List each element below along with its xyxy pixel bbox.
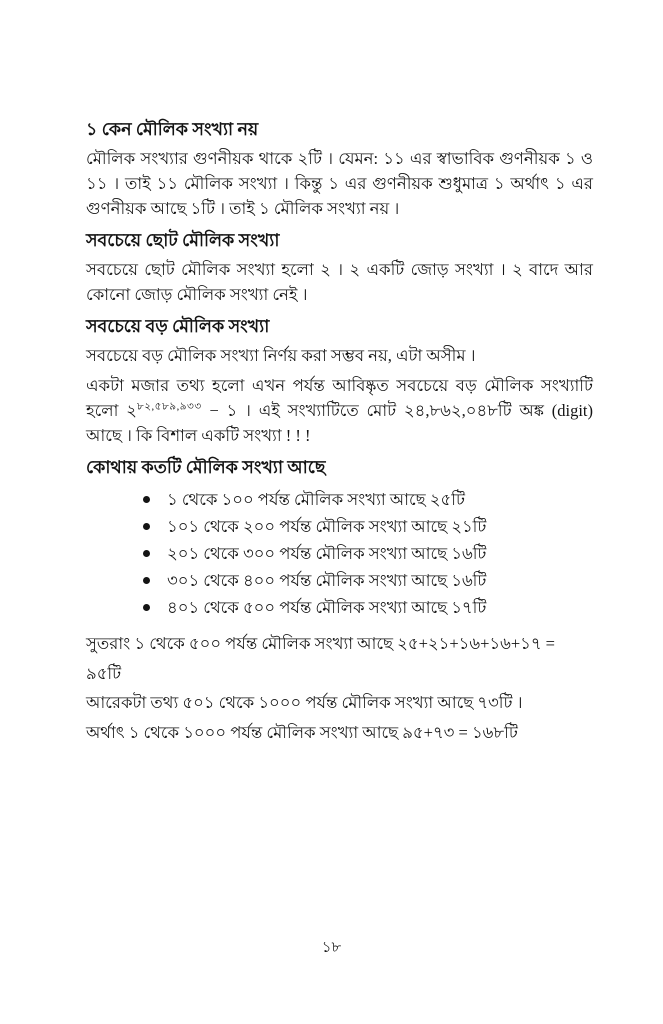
page-number: ১৮ xyxy=(321,940,342,956)
formula-base: ২ xyxy=(126,401,137,420)
list-item-text: ১ থেকে ১০০ পর্যন্ত মৌলিক সংখ্যা আছে ২৫টি xyxy=(167,490,465,509)
section-heading: সবচেয়ে ছোট মৌলিক সংখ্যা xyxy=(86,230,280,250)
list-item xyxy=(143,567,593,594)
bullet-icon xyxy=(143,577,150,584)
list-item xyxy=(143,594,593,621)
bullet-icon xyxy=(143,523,150,530)
paragraph: সবচেয়ে ছোট মৌলিক সংখ্যা হলো ২ । ২ একটি জোড় সংখ্যা । ২ বাদে আর কোনো জোড় মৌলিক সংখ্যা নেই । xyxy=(86,260,593,304)
section-heading: সবচেয়ে বড় মৌলিক সংখ্যা xyxy=(86,316,270,336)
list-item-text: ২০১ থেকে ৩০০ পর্যন্ত মৌলিক সংখ্যা আছে ১৬টি xyxy=(167,544,487,563)
power-formula xyxy=(126,401,202,420)
list-item xyxy=(143,486,593,513)
prime-count-list xyxy=(86,486,593,621)
list-item xyxy=(143,513,593,540)
bullet-icon xyxy=(143,604,150,611)
section-largest-prime xyxy=(86,314,593,448)
summary-line: অর্থাৎ ১ থেকে ১০০০ পর্যন্ত মৌলিক সংখ্যা আছে ৯৫+৭৩ = ১৬৮টি xyxy=(86,722,518,742)
paragraph: মৌলিক সংখ্যার গুণনীয়ক থাকে ২টি । যেমন: ১১ এর স্বাভাবিক গুণনীয়ক ১ ও ১১ । তাই ১১ মৌলিক সংখ্যা । কিন্তু ১ এর গুণনীয়ক শুধুমাত্র ১ অর্থাৎ ১ এর গুণনীয়ক আছে ১টি । তাই ১ মৌলিক সংখ্যা নয় । xyxy=(86,149,593,218)
section-heading: ১ কেন মৌলিক সংখ্যা নয় xyxy=(86,119,259,139)
paragraph: সবচেয়ে বড় মৌলিক সংখ্যা নির্ণয় করা সম্ভব নয়, এটা অসীম । xyxy=(86,346,476,365)
summary-line: সুতরাং ১ থেকে ৫০০ পর্যন্ত মৌলিক সংখ্যা আছে ২৫+২১+১৬+১৬+১৭ = ৯৫টি xyxy=(86,634,555,683)
bullet-icon xyxy=(143,496,150,503)
summary-lines xyxy=(86,629,593,747)
formula-exponent: ৮২,৫৮৯,৯৩৩ xyxy=(136,401,202,413)
formula-suffix-text: − ১ । এই সংখ্যাটিতে মোট ২৪,৮৬২,০৪৮টি অঙ্ক (digit) আছে । কি বিশাল একটি সংখ্যা ! ! ! xyxy=(86,401,593,445)
summary-line: আরেকটা তথ্য ৫০১ থেকে ১০০০ পর্যন্ত মৌলিক সংখ্যা আছে ৭৩টি । xyxy=(86,693,523,712)
list-item-text: ৩০১ থেকে ৪০০ পর্যন্ত মৌলিক সংখ্যা আছে ১৬টি xyxy=(167,571,487,590)
bullet-icon xyxy=(143,550,150,557)
formula-prefix-text: একটা মজার তথ্য হলো এখন পর্যন্ত আবিষ্কৃত সবচেয়ে বড় মৌলিক সংখ্যাটি হলো xyxy=(86,376,593,420)
section-heading: কোথায় কতটি মৌলিক সংখ্যা আছে xyxy=(86,457,326,477)
paragraph-with-formula xyxy=(86,373,593,448)
section-why-one-not-prime xyxy=(86,117,593,221)
section-where-how-many xyxy=(86,455,593,747)
list-item xyxy=(143,540,593,567)
list-item-text: ১০১ থেকে ২০০ পর্যন্ত মৌলিক সংখ্যা আছে ২১টি xyxy=(167,517,487,536)
list-item-text: ৪০১ থেকে ৫০০ পর্যন্ত মৌলিক সংখ্যা আছে ১৭টি xyxy=(167,598,487,617)
section-smallest-prime xyxy=(86,228,593,307)
page-content xyxy=(86,117,593,747)
